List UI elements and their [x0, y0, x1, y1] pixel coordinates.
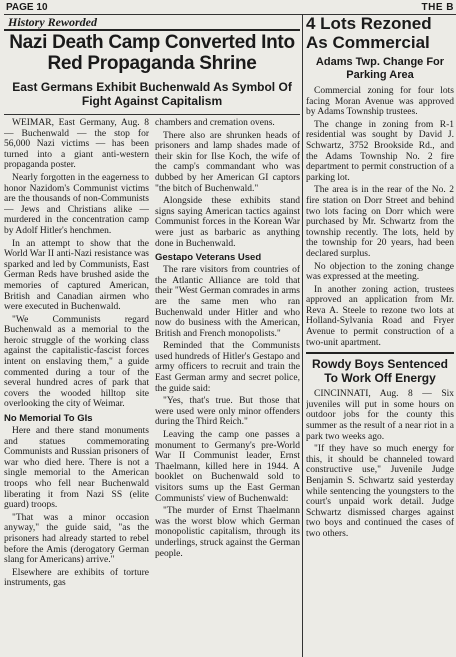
article-paragraph: Elsewhere are exhibits of torture instruments, gas — [4, 567, 149, 589]
article-paragraph: The rare visitors from countries of the Atlantic Alliance are told that their "West German comrades in arms are the same men who ran Buchenwald under Hitler and who now do business with the American, British and French monopolists." — [155, 265, 300, 339]
rowdy-boys-headline: Rowdy Boys Sentenced To Work Off Energy — [311, 357, 449, 386]
page-number: PAGE 10 — [6, 2, 48, 13]
article-paragraph: Alongside these exhibits stand signs saying American tactics against Communist forces in the Korean War were just as barbaric as anything done in Buchenwald. — [155, 196, 300, 249]
article-paragraph: In an attempt to show that the World War II anti-Nazi resistance was sparked and led by Communists, East German Reds have brushed aside the memories of captured American, British and Canadian airmen who were executed in Buchenwald. — [4, 238, 149, 313]
main-deck: East Germans Exhibit Buchenwald As Symbol Of Fight Against Capitalism — [12, 80, 292, 108]
rowdy-boys-article-body — [306, 389, 454, 539]
column-divider — [302, 14, 303, 657]
right-column — [306, 14, 454, 657]
article-paragraph: "We Communists regard Buchenwald as a memorial to the heroic struggle of the working class against the capitalistic-fascist forces intent on enslaving them," a guide commented during a tour of the several hundred acres of park that covers the wooded hilltop site overlooking the city of Weimar. — [4, 314, 149, 410]
rezoning-article-body — [306, 86, 454, 348]
article-paragraph: "That was a minor occasion anyway," the guide said, "as the prisoners had already started to rebel before the Amis (derogatory German slang for Americans) arrive." — [4, 512, 149, 566]
newspaper-name-fragment: THE B — [421, 2, 454, 13]
article-subhead: Gestapo Veterans Used — [155, 252, 262, 264]
article-paragraph: The area is in the rear of the No. 2 fire station on Dorr Street and behind two lots facing on Dorr which were purchased by Mr. Schwartz from the township recently. The lots, held by the township for 20 years, had been declared surplus. — [306, 185, 454, 259]
article-paragraph: Reminded that the Communists used hundreds of Hitler's Gestapo and army officers to recruit and train the East German army and secret police, the guide said: — [155, 341, 300, 394]
article-paragraph: The change in zoning from R-1 residential was sought by David J. Schwartz, 3752 Brookside Rd., and the Adams Township No. 2 fire department to permit construction of a parking lot. — [306, 119, 454, 183]
article-paragraph: In another zoning action, trustees approved an application from Mr. Reva A. Steele to rezone two lots at Holland-Sylvania Road and Fryer Avenue to permit construction of a two-unit apartment. — [306, 284, 454, 348]
article-paragraph: Commercial zoning for four lots facing Moran Avenue was approved by Adams Township trustees. — [306, 86, 454, 118]
article-paragraph: There also are shrunken heads of prisoners and lamp shades made of their skin for Ilse Koch, the wife of the camp's commandant who was dubbed by her American GI captors "the bitch of Buchenwald." — [155, 130, 300, 194]
main-article — [4, 32, 300, 657]
article-paragraph: WEIMAR, East Germany, Aug. 8 — Buchenwald — the stop for 56,000 Nazi victims — has been turned into a giant anti-western propaganda poster. — [4, 118, 149, 171]
article-column-2 — [155, 118, 300, 591]
section-bar — [4, 15, 300, 31]
article-paragraph: "If they have so much energy for this, it should be channeled toward constructive use," Juvenile Judge Benjamin S. Schwartz said yesterday while sentencing the youngsters to the court's unpaid work detail. Judge Schwartz dismissed charges against two boys and continued the cases of two others. — [306, 444, 454, 539]
article-paragraph: "The murder of Ernst Thaelmann was the worst blow which German monopolistic capitalism, through its underlings, struck against the German people. — [155, 506, 300, 559]
article-paragraph: "Yes, that's true. But those that were used were only minor offenders during the Third Reich." — [155, 396, 300, 428]
article-paragraph: Leaving the camp one passes a monument to Germany's pre-World War II Communist leader, Ernst Thaelmann, killed here in 1944. A booklet on Buchenwald sold to visitors sums up the East German Communists' view of Buchenwald: — [155, 430, 300, 504]
article-paragraph: CINCINNATI, Aug. 8 — Six juveniles will put in some hours on outdoor jobs for the county this summer as the result of a near riot in a park two weeks ago. — [306, 389, 454, 442]
main-headline: Nazi Death Camp Converted Into Red Propaganda Shrine — [9, 32, 295, 74]
article-paragraph: Nearly forgotten in the eagerness to honor Nazidom's Communist victims are the thousands of non-Communists — Jews and Christians alike — murdered in the concentration camp by Adolf Hitler's henchmen. — [4, 172, 149, 236]
article-column-1 — [4, 118, 149, 591]
article-columns — [4, 118, 300, 591]
rezoning-deck: Adams Twp. Change For Parking Area — [315, 56, 445, 81]
article-paragraph: No objection to the zoning change was expressed at the meeting. — [306, 261, 454, 283]
article-subhead: No Memorial To GIs — [4, 413, 93, 425]
article-paragraph: chambers and cremation ovens. — [155, 118, 275, 128]
article-separator — [306, 352, 454, 354]
section-label: History Reworded — [8, 15, 97, 29]
deck-rule — [4, 114, 300, 115]
article-paragraph: Here and there stand monuments and statues commemorating Communists and Russian prisoners of war who died here. There is not a single memorial to the American troops who fell near Buchenwald liberating it from Nazi SS (elite guard) troops. — [4, 426, 149, 511]
rezoning-headline: 4 Lots Rezoned As Commercial — [306, 14, 432, 52]
